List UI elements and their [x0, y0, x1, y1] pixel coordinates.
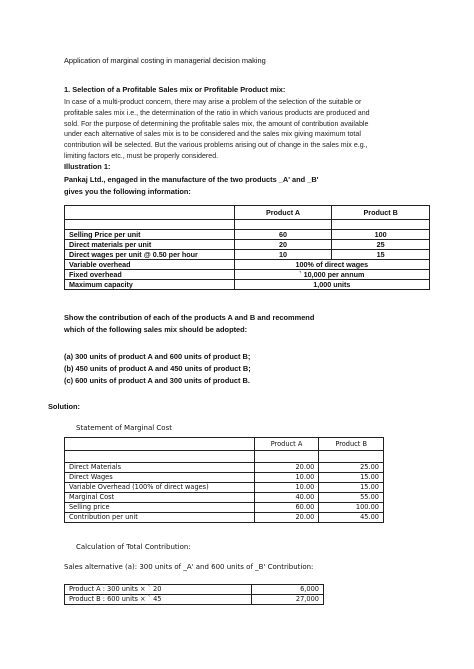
paragraph-line: under each alternative of sales mix is to be considered and the sales mix giving maximum total [64, 130, 361, 139]
table-cell: Maximum capacity [65, 280, 235, 290]
table-row [65, 280, 430, 290]
table-cell: 45.00 [319, 513, 384, 523]
table-cell: 10.00 [254, 473, 319, 483]
table-cell: Selling price [65, 503, 255, 513]
calculation-title: Calculation of Total Contribution: [76, 543, 191, 551]
table-cell: 25 [332, 240, 430, 250]
table-row [65, 250, 430, 260]
table-cell: 27,000 [251, 595, 323, 605]
table-cell: 60 [234, 230, 332, 240]
table-cell: 10 [234, 250, 332, 260]
illustration-line-2: gives you the following information: [64, 187, 191, 196]
table-cell [65, 438, 255, 451]
table-row [65, 230, 430, 240]
paragraph-line: profitable sales mix i.e., the determination of the ratio in which various products are produced and [64, 108, 370, 117]
table-cell: Contribution per unit [65, 513, 255, 523]
section-heading: 1. Selection of a Profitable Sales mix or Profitable Product mix: [64, 85, 286, 94]
table-row [65, 463, 384, 473]
table-header-product-b: Product B [332, 206, 430, 220]
table-row [65, 240, 430, 250]
table-row [65, 493, 384, 503]
paragraph-line: limiting factors etc., must be properly considered. [64, 151, 219, 160]
table-cell: 15.00 [319, 483, 384, 493]
paragraph-line: In case of a multi-product concern, there may arise a problem of the selection of the suitable or [64, 98, 362, 106]
table-cell: Product A : 300 units × ` 20 [65, 585, 252, 595]
table-cell: 55.00 [319, 493, 384, 503]
table-cell: Marginal Cost [65, 493, 255, 503]
table-cell: 20.00 [254, 463, 319, 473]
paragraph-line: contribution will be selected. But the various problems arising out of change in the sales mix e.g., [64, 141, 368, 150]
table-cell: Selling Price per unit [65, 230, 235, 240]
table-cell: 10.00 [254, 483, 319, 493]
illustration-label: Illustration 1: [64, 162, 111, 171]
table-cell: 6,000 [251, 585, 323, 595]
table-spacer-row [65, 451, 384, 463]
question-line-2: which of the following sales mix should be adopted: [64, 325, 248, 334]
section-paragraph [64, 97, 414, 162]
table-cell: 100 [332, 230, 430, 240]
table-cell: Direct materials per unit [65, 240, 235, 250]
table-row [65, 270, 430, 280]
table-cell: Variable Overhead (100% of direct wages) [65, 483, 255, 493]
option-c: (c) 600 units of product A and 300 units of product B. [64, 376, 250, 385]
document-title: Application of marginal costing in managerial decision making [64, 56, 266, 65]
table-cell: Product B : 600 units × ` 45 [65, 595, 252, 605]
table-row [65, 473, 384, 483]
table-cell: Direct wages per unit @ 0.50 per hour [65, 250, 235, 260]
table-cell: ` 10,000 per annum [234, 270, 429, 280]
info-table [64, 205, 430, 290]
table-cell: Fixed overhead [65, 270, 235, 280]
table-row [65, 503, 384, 513]
table-cell [65, 206, 235, 220]
table-cell: 20.00 [254, 513, 319, 523]
table-cell: 15.00 [319, 473, 384, 483]
table-row [65, 483, 384, 493]
table-header-row [65, 438, 384, 451]
table-cell: 20 [234, 240, 332, 250]
table-row [65, 595, 324, 605]
question-line-1: Show the contribution of each of the products A and B and recommend [64, 313, 315, 322]
table-row [65, 585, 324, 595]
table-cell: Variable overhead [65, 260, 235, 270]
table-header-product-a: Product A [254, 438, 319, 451]
option-a: (a) 300 units of product A and 600 units of product B; [64, 352, 251, 361]
table-spacer-row [65, 220, 430, 230]
table-cell: 100.00 [319, 503, 384, 513]
statement-table [64, 437, 384, 523]
table-cell: 1,000 units [234, 280, 429, 290]
table-header-product-b: Product B [319, 438, 384, 451]
alternative-title: Sales alternative (a): 300 units of _A' and 600 units of _B' Contribution: [64, 563, 314, 571]
illustration-line-1: Pankaj Ltd., engaged in the manufacture of the two products _A' and _B' [64, 175, 319, 184]
table-cell: 100% of direct wages [234, 260, 429, 270]
table-row [65, 260, 430, 270]
table-row [65, 513, 384, 523]
alternative-table [64, 584, 324, 605]
table-header-product-a: Product A [234, 206, 332, 220]
table-header-row [65, 206, 430, 220]
table-cell: 15 [332, 250, 430, 260]
statement-title: Statement of Marginal Cost [76, 424, 172, 432]
table-cell: 60.00 [254, 503, 319, 513]
table-cell: Direct Materials [65, 463, 255, 473]
solution-label: Solution: [48, 402, 81, 411]
table-cell: 25.00 [319, 463, 384, 473]
table-cell: 40.00 [254, 493, 319, 503]
paragraph-line: sold. For the purpose of determining the profitable sales mix, the amount of contribution available [64, 119, 369, 128]
table-cell: Direct Wages [65, 473, 255, 483]
option-b: (b) 450 units of product A and 450 units of product B; [64, 364, 251, 373]
